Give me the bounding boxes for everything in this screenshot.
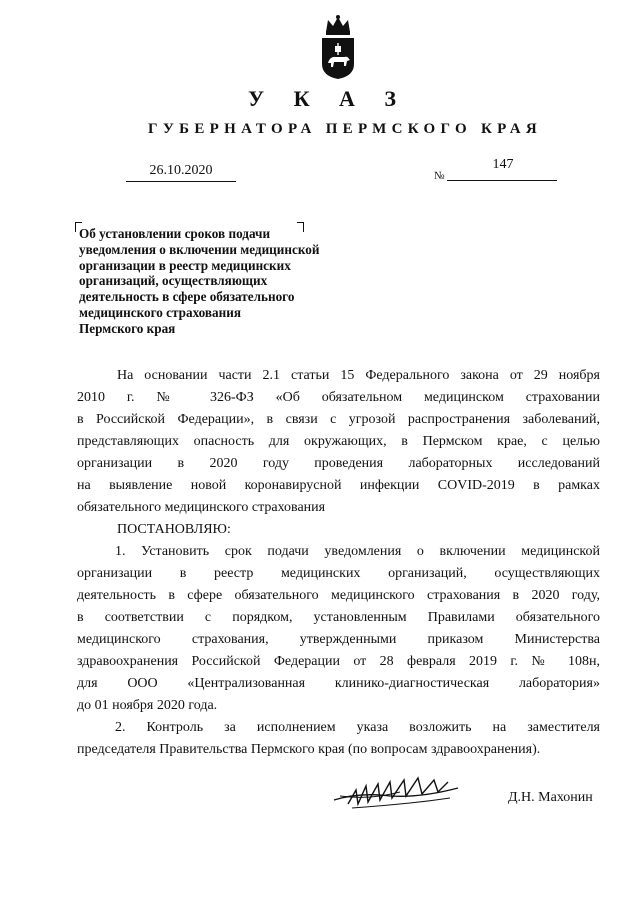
- document-date: 26.10.2020: [149, 163, 213, 178]
- document-number: 147: [492, 157, 514, 172]
- item-1-line: здравоохранения Российской Федерации от 28 февраля 2019 г. № 108н,: [77, 654, 600, 669]
- body-line: в Российской Федерации», в связи с угрозой распространения заболеваний,: [77, 412, 600, 427]
- item-1-line: до 01 ноября 2020 года.: [77, 698, 218, 713]
- subject-line: организаций, осуществляющих: [79, 273, 268, 289]
- subject-line: Пермского края: [79, 320, 176, 336]
- item-1-line: 1. Установить срок подачи уведомления о включении медицинской: [115, 544, 600, 559]
- subject-line: организации в реестр медицинских: [79, 257, 291, 273]
- item-1-line: организации в реестр медицинских организаций, осуществляющих: [77, 566, 600, 581]
- item-1-line: медицинского страхования, утвержденными приказом Министерства: [77, 632, 600, 647]
- document-title: У К А З: [247, 86, 409, 111]
- subject-line: медицинского страхования: [79, 304, 241, 320]
- number-underline: [447, 180, 557, 181]
- body-line: 2010 г. № 326-ФЗ «Об обязательном медицинском страховании: [77, 390, 600, 405]
- document-subject: [79, 226, 319, 337]
- item-1-line: деятельность в сфере обязательного медицинского страхования в 2020 году,: [77, 588, 600, 603]
- item-2-line: председателя Правительства Пермского края (по вопросам здравоохранения).: [77, 742, 541, 757]
- body-line: представляющих опасность для окружающих, в Пермском крае, с целью: [77, 434, 600, 449]
- document-body: [77, 365, 600, 761]
- coat-of-arms-icon: [318, 14, 358, 80]
- number-sign: №: [434, 170, 445, 182]
- subject-line: деятельность в сфере обязательного: [79, 289, 295, 305]
- body-line: организации в 2020 году проведения лабораторных исследований: [77, 456, 600, 471]
- signature-icon: [330, 770, 462, 820]
- signatory-name: Д.Н. Махонин: [508, 790, 593, 805]
- decree-word: ПОСТАНОВЛЯЮ:: [117, 522, 231, 537]
- body-line: обязательного медицинского страхования: [77, 500, 326, 515]
- body-line: на выявление новой коронавирусной инфекции COVID-2019 в рамках: [77, 478, 600, 493]
- document-issuer: ГУБЕРНАТОРА ПЕРМСКОГО КРАЯ: [147, 121, 542, 137]
- body-line: На основании части 2.1 статьи 15 Федерального закона от 29 ноября: [117, 368, 600, 383]
- subject-line: уведомления о включении медицинской: [79, 241, 320, 257]
- subject-line: Об установлении сроков подачи: [79, 226, 271, 241]
- item-1-line: для ООО «Централизованная клинико-диагностическая лаборатория»: [77, 676, 600, 691]
- date-underline: [126, 181, 236, 182]
- item-2-line: 2. Контроль за исполнением указа возложить на заместителя: [115, 720, 600, 735]
- item-1-line: в соответствии с порядком, установленным Правилами обязательного: [77, 610, 600, 625]
